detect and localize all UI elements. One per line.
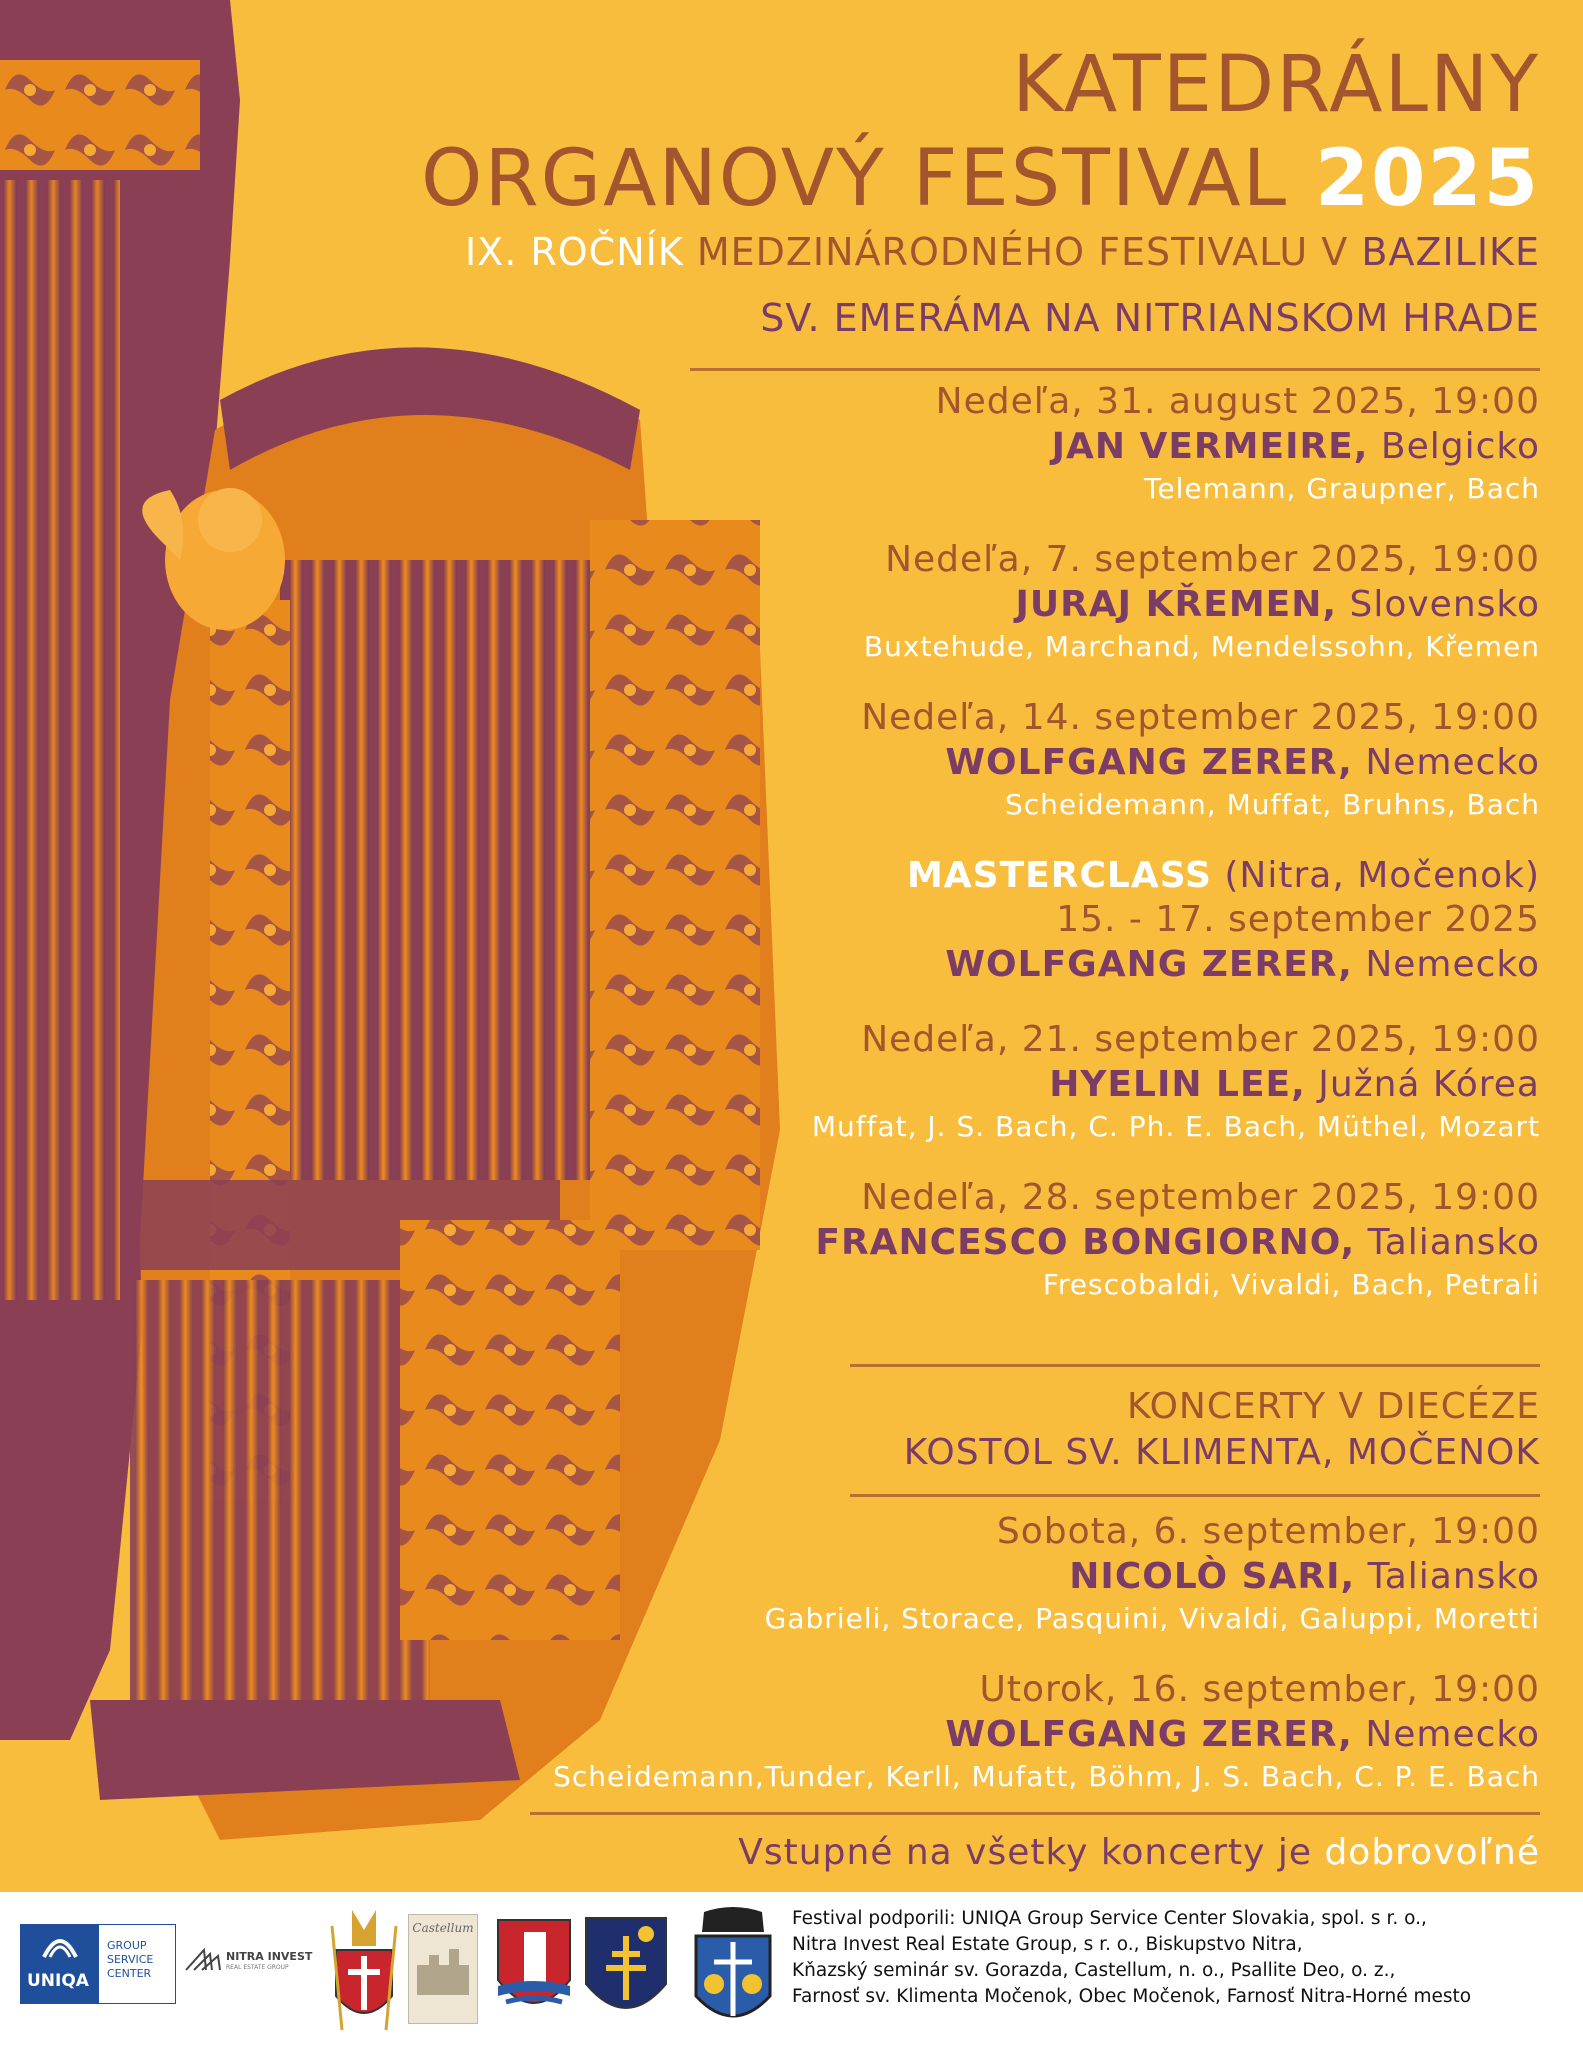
subtitle-festival: MEDZINÁRODNÉHO FESTIVALU V <box>696 230 1349 274</box>
diocese-title: KONCERTY V DIECÉZE <box>1126 1386 1540 1427</box>
nitra-invest-icon <box>184 1944 224 1974</box>
artist-country: Južná Kórea <box>1318 1064 1540 1105</box>
event-program: Scheidemann,Tunder, Kerll, Mufatt, Böhm, J. S. Bach, C. P. E. Bach <box>553 1760 1540 1793</box>
sponsor-footer <box>0 1892 1583 2048</box>
artist-name: WOLFGANG ZERER, <box>945 1714 1353 1755</box>
event-date: Nedeľa, 21. september 2025, 19:00 <box>861 1019 1540 1060</box>
uniqa-name: UNIQA <box>27 1971 89 1991</box>
event-program: Muffat, J. S. Bach, C. Ph. E. Bach, Müthel, Mozart <box>811 1110 1540 1143</box>
event-item <box>440 380 1540 508</box>
event-program: Gabrieli, Storace, Pasquini, Vivaldi, Galuppi, Moretti <box>764 1602 1540 1635</box>
admission-note <box>738 1832 1540 1873</box>
diocese-church: KOSTOL SV. KLIMENTA, MOČENOK <box>903 1432 1540 1473</box>
artist-country: Taliansko <box>1367 1556 1540 1597</box>
event-artist <box>440 582 1540 628</box>
event-artist <box>440 1712 1540 1758</box>
gsc-line: SERVICE <box>107 1953 154 1966</box>
subtitle-line-1 <box>465 230 1540 274</box>
event-item <box>440 1018 1540 1146</box>
uniqa-icon <box>40 1931 80 1965</box>
artist-name: FRANCESCO BONGIORNO, <box>815 1222 1356 1263</box>
artist-name: JAN VERMEIRE, <box>1051 426 1369 467</box>
event-item <box>440 538 1540 666</box>
event-artist <box>440 740 1540 786</box>
artist-name: WOLFGANG ZERER, <box>945 742 1353 783</box>
castle-icon <box>409 1935 477 2005</box>
divider-top <box>690 368 1540 371</box>
gsc-line: GROUP <box>107 1939 147 1952</box>
title-line-1: KATEDRÁLNY <box>1012 40 1540 130</box>
sponsor-line: Nitra Invest Real Estate Group, s r. o., Biskupstvo Nitra, <box>792 1934 1303 1955</box>
divider-diocese-bottom <box>850 1494 1540 1497</box>
artist-name: WOLFGANG ZERER, <box>945 944 1353 985</box>
event-program: Scheidemann, Muffat, Bruhns, Bach <box>1004 788 1540 821</box>
event-program: Buxtehude, Marchand, Mendelssohn, Křemen <box>863 630 1540 663</box>
title-year: 2025 <box>1314 134 1540 224</box>
nitra-invest-logo <box>184 1944 320 1984</box>
uniqa-logo <box>20 1924 176 2004</box>
event-date: Nedeľa, 28. september 2025, 19:00 <box>861 1177 1540 1218</box>
sponsor-line: Farnosť sv. Klimenta Močenok, Obec Močenok, Farnosť Nitra-Horné mesto <box>792 1986 1472 2007</box>
diocese-event-list <box>440 1510 1540 1826</box>
event-program: Frescobaldi, Vivaldi, Bach, Petrali <box>1042 1268 1540 1301</box>
masterclass-artist <box>440 942 1540 988</box>
divider-diocese-top <box>850 1364 1540 1367</box>
sponsor-list <box>792 1906 1572 2010</box>
event-item <box>440 1176 1540 1304</box>
event-date: Nedeľa, 14. september 2025, 19:00 <box>861 697 1540 738</box>
mocenok-coat-of-arms-icon <box>494 1916 574 2022</box>
masterclass-place: (Nitra, Močenok) <box>1224 855 1540 896</box>
parish-coat-of-arms-icon <box>582 1914 670 2026</box>
event-item <box>440 696 1540 824</box>
bishopric-coat-of-arms-icon <box>322 1906 406 2034</box>
event-date: Nedeľa, 7. september 2025, 19:00 <box>885 539 1540 580</box>
event-item <box>440 1510 1540 1638</box>
artist-name: HYELIN LEE, <box>1049 1064 1306 1105</box>
gsc-line: CENTER <box>107 1967 152 1980</box>
event-list <box>440 380 1540 1334</box>
event-artist <box>440 424 1540 470</box>
masterclass-label: MASTERCLASS <box>906 855 1212 896</box>
nitra-invest-sub: REAL ESTATE GROUP <box>226 1964 289 1971</box>
divider-bottom <box>530 1812 1540 1815</box>
title-line-2 <box>421 134 1540 224</box>
admission-free: dobrovoľné <box>1324 1832 1540 1873</box>
subtitle-line-2: SV. EMERÁMA NA NITRIANSKOM HRADE <box>760 296 1540 340</box>
artist-country: Taliansko <box>1367 1222 1540 1263</box>
artist-country: Nemecko <box>1365 1714 1540 1755</box>
castellum-logo <box>408 1914 478 2024</box>
event-date: Sobota, 6. september, 19:00 <box>996 1511 1540 1552</box>
diocese-heading <box>904 1384 1540 1476</box>
subtitle-edition: IX. ROČNÍK <box>464 230 684 274</box>
artist-country: Nemecko <box>1365 742 1540 783</box>
artist-country: Belgicko <box>1380 426 1540 467</box>
event-program: Telemann, Graupner, Bach <box>1144 472 1540 505</box>
event-date: Nedeľa, 31. august 2025, 19:00 <box>935 381 1540 422</box>
nitra-invest-name: NITRA INVEST <box>226 1950 313 1963</box>
castellum-name: Castellum <box>412 1921 474 1935</box>
title-festival: ORGANOVÝ FESTIVAL <box>421 134 1289 224</box>
masterclass-period: 15. - 17. september 2025 <box>1056 899 1540 940</box>
masterclass-title <box>440 854 1540 898</box>
event-item <box>440 1668 1540 1796</box>
subtitle-basilica: BAZILIKE <box>1361 230 1540 274</box>
admission-text: Vstupné na všetky koncerty je <box>738 1832 1312 1873</box>
artist-name: JURAJ KŘEMEN, <box>1015 584 1338 625</box>
event-artist <box>440 1220 1540 1266</box>
event-artist <box>440 1554 1540 1600</box>
masterclass-item <box>440 854 1540 988</box>
artist-name: NICOLÒ SARI, <box>1069 1556 1356 1597</box>
uniqa-gsc <box>107 1939 153 1981</box>
sponsor-line: Festival podporili: UNIQA Group Service Center Slovakia, spol. s r. o., <box>792 1908 1427 1929</box>
artist-country: Nemecko <box>1365 944 1540 985</box>
artist-country: Slovensko <box>1349 584 1540 625</box>
nitra-parish-coat-of-arms-icon <box>684 1906 782 2034</box>
sponsor-line: Kňazský seminár sv. Gorazda, Castellum, n. o., Psallite Deo, o. z., <box>792 1960 1396 1981</box>
event-date: Utorok, 16. september, 19:00 <box>979 1669 1540 1710</box>
event-artist <box>440 1062 1540 1108</box>
